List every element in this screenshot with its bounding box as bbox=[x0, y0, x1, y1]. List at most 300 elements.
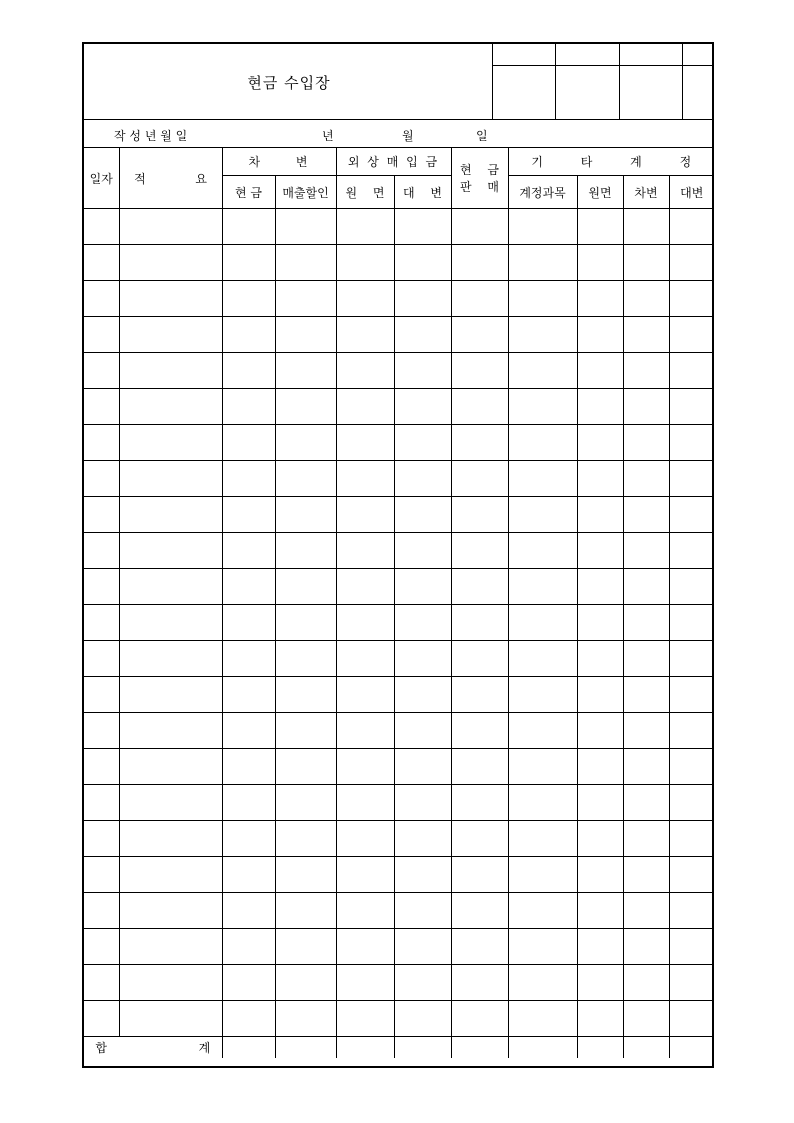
table-cell[interactable] bbox=[669, 641, 714, 677]
approval-header-cell bbox=[682, 43, 714, 66]
table-row bbox=[84, 677, 714, 713]
table-cell[interactable] bbox=[577, 605, 623, 641]
table-cell[interactable] bbox=[394, 569, 451, 605]
table-cell[interactable] bbox=[508, 929, 577, 965]
table-cell[interactable] bbox=[623, 209, 669, 245]
table-cell[interactable] bbox=[623, 1001, 669, 1037]
table-cell[interactable] bbox=[336, 605, 394, 641]
table-cell[interactable] bbox=[275, 749, 336, 785]
table-cell[interactable] bbox=[451, 389, 508, 425]
table-cell[interactable] bbox=[451, 353, 508, 389]
table-row bbox=[84, 317, 714, 353]
table-cell[interactable] bbox=[394, 533, 451, 569]
table-cell[interactable] bbox=[577, 281, 623, 317]
table-cell[interactable] bbox=[222, 713, 275, 749]
table-cell[interactable] bbox=[275, 317, 336, 353]
table-cell[interactable] bbox=[84, 533, 119, 569]
header-ar-collection: 외 상 매 입 금 bbox=[336, 148, 451, 176]
table-cell[interactable] bbox=[222, 497, 275, 533]
table-cell[interactable] bbox=[451, 605, 508, 641]
table-cell[interactable] bbox=[508, 965, 577, 1001]
table-cell[interactable] bbox=[119, 425, 222, 461]
table-cell[interactable] bbox=[394, 1001, 451, 1037]
table-cell[interactable] bbox=[222, 641, 275, 677]
table-cell[interactable] bbox=[394, 209, 451, 245]
table-cell[interactable] bbox=[84, 929, 119, 965]
table-cell[interactable] bbox=[508, 533, 577, 569]
table-cell[interactable] bbox=[119, 641, 222, 677]
table-cell[interactable] bbox=[451, 857, 508, 893]
table-cell[interactable] bbox=[84, 857, 119, 893]
approval-sign-cell[interactable] bbox=[682, 66, 714, 120]
table-cell[interactable] bbox=[577, 641, 623, 677]
table-cell[interactable] bbox=[222, 317, 275, 353]
table-cell[interactable] bbox=[508, 497, 577, 533]
table-cell[interactable] bbox=[669, 785, 714, 821]
total-cell[interactable] bbox=[577, 1037, 623, 1059]
table-cell[interactable] bbox=[669, 857, 714, 893]
table-cell[interactable] bbox=[394, 785, 451, 821]
table-cell[interactable] bbox=[451, 461, 508, 497]
table-cell[interactable] bbox=[451, 533, 508, 569]
table-row bbox=[84, 785, 714, 821]
table-cell[interactable] bbox=[451, 677, 508, 713]
total-cell[interactable] bbox=[451, 1037, 508, 1059]
table-cell[interactable] bbox=[394, 857, 451, 893]
table-cell[interactable] bbox=[451, 497, 508, 533]
table-cell[interactable] bbox=[275, 389, 336, 425]
table-cell[interactable] bbox=[119, 785, 222, 821]
table-cell[interactable] bbox=[394, 965, 451, 1001]
table-cell[interactable] bbox=[623, 929, 669, 965]
total-cell[interactable] bbox=[394, 1037, 451, 1059]
table-cell[interactable] bbox=[508, 893, 577, 929]
table-cell[interactable] bbox=[84, 353, 119, 389]
table-cell[interactable] bbox=[669, 425, 714, 461]
table-cell[interactable] bbox=[669, 209, 714, 245]
table-cell[interactable] bbox=[336, 965, 394, 1001]
table-cell[interactable] bbox=[84, 893, 119, 929]
table-cell[interactable] bbox=[222, 785, 275, 821]
table-row bbox=[84, 821, 714, 857]
table-cell[interactable] bbox=[669, 281, 714, 317]
table-cell[interactable] bbox=[222, 1001, 275, 1037]
table-cell[interactable] bbox=[84, 209, 119, 245]
total-label-a: 합 bbox=[95, 1041, 107, 1055]
table-cell[interactable] bbox=[669, 677, 714, 713]
table-cell[interactable] bbox=[84, 389, 119, 425]
table-cell[interactable] bbox=[508, 569, 577, 605]
table-cell[interactable] bbox=[669, 497, 714, 533]
table-cell[interactable] bbox=[84, 713, 119, 749]
table-cell[interactable] bbox=[222, 677, 275, 713]
table-cell[interactable] bbox=[84, 749, 119, 785]
table-cell[interactable] bbox=[623, 749, 669, 785]
title-block bbox=[84, 44, 494, 120]
table-cell[interactable] bbox=[275, 929, 336, 965]
table-cell[interactable] bbox=[119, 569, 222, 605]
table-cell[interactable] bbox=[275, 1001, 336, 1037]
table-cell[interactable] bbox=[84, 497, 119, 533]
table-cell[interactable] bbox=[336, 497, 394, 533]
table-cell[interactable] bbox=[119, 209, 222, 245]
table-cell[interactable] bbox=[84, 281, 119, 317]
table-cell[interactable] bbox=[119, 749, 222, 785]
table-cell[interactable] bbox=[508, 677, 577, 713]
table-cell[interactable] bbox=[336, 425, 394, 461]
table-cell[interactable] bbox=[119, 929, 222, 965]
table-cell[interactable] bbox=[669, 929, 714, 965]
table-cell[interactable] bbox=[669, 713, 714, 749]
table-cell[interactable] bbox=[451, 1001, 508, 1037]
table-cell[interactable] bbox=[669, 245, 714, 281]
table-cell[interactable] bbox=[577, 353, 623, 389]
table-cell[interactable] bbox=[669, 461, 714, 497]
table-cell[interactable] bbox=[577, 929, 623, 965]
table-cell[interactable] bbox=[577, 1001, 623, 1037]
table-row bbox=[84, 209, 714, 245]
table-cell[interactable] bbox=[336, 569, 394, 605]
table-cell[interactable] bbox=[623, 857, 669, 893]
table-cell[interactable] bbox=[623, 605, 669, 641]
form-title: 현금 수입장 bbox=[247, 74, 331, 92]
table-cell[interactable] bbox=[508, 857, 577, 893]
table-cell[interactable] bbox=[222, 353, 275, 389]
table-cell[interactable] bbox=[669, 389, 714, 425]
header-cash-sales bbox=[451, 148, 508, 209]
cash-receipts-journal-form bbox=[82, 42, 714, 1068]
table-cell[interactable] bbox=[275, 353, 336, 389]
table-cell[interactable] bbox=[451, 893, 508, 929]
table-cell[interactable] bbox=[508, 713, 577, 749]
table-cell[interactable] bbox=[451, 245, 508, 281]
table-cell[interactable] bbox=[394, 893, 451, 929]
table-cell[interactable] bbox=[451, 425, 508, 461]
total-cell[interactable] bbox=[275, 1037, 336, 1059]
table-row bbox=[84, 425, 714, 461]
table-cell[interactable] bbox=[577, 749, 623, 785]
header-other-ref: 원면 bbox=[577, 176, 623, 209]
table-cell[interactable] bbox=[577, 209, 623, 245]
total-label-b: 계 bbox=[198, 1041, 211, 1055]
table-cell[interactable] bbox=[336, 209, 394, 245]
table-cell[interactable] bbox=[577, 317, 623, 353]
table-cell[interactable] bbox=[623, 965, 669, 1001]
table-cell[interactable] bbox=[508, 425, 577, 461]
table-cell[interactable] bbox=[119, 677, 222, 713]
table-cell[interactable] bbox=[394, 641, 451, 677]
table-cell[interactable] bbox=[119, 821, 222, 857]
table-cell[interactable] bbox=[623, 425, 669, 461]
table-cell[interactable] bbox=[577, 713, 623, 749]
table-cell[interactable] bbox=[119, 857, 222, 893]
table-cell[interactable] bbox=[451, 821, 508, 857]
table-cell[interactable] bbox=[222, 605, 275, 641]
header-cash-sales-b: 판 매 bbox=[460, 180, 499, 194]
approval-header-cell bbox=[619, 43, 682, 66]
table-cell[interactable] bbox=[394, 461, 451, 497]
table-cell[interactable] bbox=[623, 785, 669, 821]
approval-sign-cell[interactable] bbox=[493, 66, 556, 120]
table-cell[interactable] bbox=[222, 965, 275, 1001]
table-cell[interactable] bbox=[623, 461, 669, 497]
table-cell[interactable] bbox=[84, 641, 119, 677]
table-cell[interactable] bbox=[577, 785, 623, 821]
table-cell[interactable] bbox=[119, 533, 222, 569]
table-cell[interactable] bbox=[623, 389, 669, 425]
table-cell[interactable] bbox=[336, 533, 394, 569]
table-cell[interactable] bbox=[623, 533, 669, 569]
table-cell[interactable] bbox=[394, 821, 451, 857]
table-cell[interactable] bbox=[84, 605, 119, 641]
table-cell[interactable] bbox=[669, 317, 714, 353]
table-cell[interactable] bbox=[669, 749, 714, 785]
table-cell[interactable] bbox=[84, 785, 119, 821]
table-cell[interactable] bbox=[508, 245, 577, 281]
table-cell[interactable] bbox=[119, 281, 222, 317]
table-cell[interactable] bbox=[119, 461, 222, 497]
table-cell[interactable] bbox=[119, 605, 222, 641]
table-cell[interactable] bbox=[577, 569, 623, 605]
table-cell[interactable] bbox=[275, 965, 336, 1001]
table-cell[interactable] bbox=[623, 317, 669, 353]
table-cell[interactable] bbox=[623, 713, 669, 749]
table-cell[interactable] bbox=[451, 281, 508, 317]
table-cell[interactable] bbox=[222, 749, 275, 785]
table-cell[interactable] bbox=[336, 893, 394, 929]
table-cell[interactable] bbox=[451, 965, 508, 1001]
table-cell[interactable] bbox=[577, 245, 623, 281]
table-cell[interactable] bbox=[275, 281, 336, 317]
table-cell[interactable] bbox=[451, 713, 508, 749]
table-cell[interactable] bbox=[222, 893, 275, 929]
table-cell[interactable] bbox=[275, 425, 336, 461]
approval-header-cell bbox=[493, 43, 556, 66]
table-cell[interactable] bbox=[84, 569, 119, 605]
table-cell[interactable] bbox=[222, 857, 275, 893]
table-cell[interactable] bbox=[623, 821, 669, 857]
table-row bbox=[84, 713, 714, 749]
table-cell[interactable] bbox=[577, 425, 623, 461]
table-cell[interactable] bbox=[577, 389, 623, 425]
table-cell[interactable] bbox=[275, 857, 336, 893]
table-cell[interactable] bbox=[84, 425, 119, 461]
table-cell[interactable] bbox=[394, 353, 451, 389]
table-cell[interactable] bbox=[275, 209, 336, 245]
table-cell[interactable] bbox=[451, 785, 508, 821]
table-cell[interactable] bbox=[222, 929, 275, 965]
table-cell[interactable] bbox=[336, 353, 394, 389]
table-cell[interactable] bbox=[119, 497, 222, 533]
table-row bbox=[84, 605, 714, 641]
table-cell[interactable] bbox=[508, 1001, 577, 1037]
table-cell[interactable] bbox=[222, 281, 275, 317]
table-cell[interactable] bbox=[394, 749, 451, 785]
table-cell[interactable] bbox=[577, 857, 623, 893]
table-cell[interactable] bbox=[275, 569, 336, 605]
table-cell[interactable] bbox=[669, 893, 714, 929]
table-cell[interactable] bbox=[577, 533, 623, 569]
table-cell[interactable] bbox=[275, 713, 336, 749]
table-cell[interactable] bbox=[222, 533, 275, 569]
table-cell[interactable] bbox=[451, 209, 508, 245]
table-cell[interactable] bbox=[336, 641, 394, 677]
total-cell[interactable] bbox=[669, 1037, 714, 1059]
table-cell[interactable] bbox=[336, 821, 394, 857]
table-cell[interactable] bbox=[119, 893, 222, 929]
table-row bbox=[84, 929, 714, 965]
table-cell[interactable] bbox=[394, 425, 451, 461]
table-cell[interactable] bbox=[336, 389, 394, 425]
table-cell[interactable] bbox=[451, 317, 508, 353]
table-cell[interactable] bbox=[623, 281, 669, 317]
header-debit-cash: 현 금 bbox=[222, 176, 275, 209]
table-cell[interactable] bbox=[222, 461, 275, 497]
table-cell[interactable] bbox=[275, 533, 336, 569]
table-cell[interactable] bbox=[577, 821, 623, 857]
table-cell[interactable] bbox=[577, 461, 623, 497]
table-cell[interactable] bbox=[451, 569, 508, 605]
table-cell[interactable] bbox=[669, 605, 714, 641]
table-cell[interactable] bbox=[336, 677, 394, 713]
table-cell[interactable] bbox=[577, 893, 623, 929]
total-label bbox=[84, 1037, 222, 1059]
table-cell[interactable] bbox=[222, 389, 275, 425]
table-row bbox=[84, 389, 714, 425]
table-cell[interactable] bbox=[508, 389, 577, 425]
header-debit: 차 변 bbox=[222, 148, 336, 176]
table-cell[interactable] bbox=[623, 569, 669, 605]
table-cell[interactable] bbox=[275, 497, 336, 533]
table-cell[interactable] bbox=[508, 749, 577, 785]
total-cell[interactable] bbox=[222, 1037, 275, 1059]
table-cell[interactable] bbox=[508, 353, 577, 389]
table-cell[interactable] bbox=[577, 497, 623, 533]
table-cell[interactable] bbox=[508, 605, 577, 641]
table-cell[interactable] bbox=[669, 353, 714, 389]
table-cell[interactable] bbox=[577, 965, 623, 1001]
table-cell[interactable] bbox=[222, 425, 275, 461]
approval-sign-cell[interactable] bbox=[556, 66, 619, 120]
table-cell[interactable] bbox=[336, 281, 394, 317]
table-cell[interactable] bbox=[275, 245, 336, 281]
table-cell[interactable] bbox=[84, 821, 119, 857]
header-cash-sales-a: 현 금 bbox=[460, 163, 499, 177]
table-cell[interactable] bbox=[84, 677, 119, 713]
table-cell[interactable] bbox=[336, 749, 394, 785]
table-cell[interactable] bbox=[394, 713, 451, 749]
table-cell[interactable] bbox=[336, 857, 394, 893]
table-cell[interactable] bbox=[119, 317, 222, 353]
table-cell[interactable] bbox=[623, 893, 669, 929]
table-cell[interactable] bbox=[394, 317, 451, 353]
table-cell[interactable] bbox=[669, 821, 714, 857]
table-cell[interactable] bbox=[623, 677, 669, 713]
table-cell[interactable] bbox=[275, 821, 336, 857]
table-row bbox=[84, 569, 714, 605]
table-cell[interactable] bbox=[577, 677, 623, 713]
table-cell[interactable] bbox=[275, 461, 336, 497]
table-cell[interactable] bbox=[451, 929, 508, 965]
table-cell[interactable] bbox=[119, 1001, 222, 1037]
table-cell[interactable] bbox=[669, 569, 714, 605]
header-date: 일자 bbox=[84, 148, 119, 209]
table-cell[interactable] bbox=[669, 1001, 714, 1037]
table-cell[interactable] bbox=[508, 641, 577, 677]
table-cell[interactable] bbox=[275, 605, 336, 641]
table-cell[interactable] bbox=[508, 821, 577, 857]
table-cell[interactable] bbox=[119, 713, 222, 749]
table-cell[interactable] bbox=[275, 785, 336, 821]
table-cell[interactable] bbox=[669, 965, 714, 1001]
table-cell[interactable] bbox=[451, 749, 508, 785]
table-cell[interactable] bbox=[84, 245, 119, 281]
table-cell[interactable] bbox=[275, 677, 336, 713]
table-cell[interactable] bbox=[394, 281, 451, 317]
total-cell[interactable] bbox=[508, 1037, 577, 1059]
table-cell[interactable] bbox=[394, 389, 451, 425]
table-cell[interactable] bbox=[222, 569, 275, 605]
table-cell[interactable] bbox=[508, 209, 577, 245]
table-cell[interactable] bbox=[336, 245, 394, 281]
date-label: 작 성 년 월 일 bbox=[114, 129, 188, 143]
table-cell[interactable] bbox=[508, 785, 577, 821]
table-cell[interactable] bbox=[394, 497, 451, 533]
table-cell[interactable] bbox=[275, 641, 336, 677]
approval-sign-cell[interactable] bbox=[619, 66, 682, 120]
table-cell[interactable] bbox=[222, 821, 275, 857]
table-cell[interactable] bbox=[394, 929, 451, 965]
table-cell[interactable] bbox=[119, 245, 222, 281]
table-cell[interactable] bbox=[336, 1001, 394, 1037]
table-cell[interactable] bbox=[119, 353, 222, 389]
year-label: 년 bbox=[322, 129, 334, 143]
table-cell[interactable] bbox=[669, 533, 714, 569]
table-cell[interactable] bbox=[119, 965, 222, 1001]
day-label: 일 bbox=[476, 129, 488, 143]
table-cell[interactable] bbox=[623, 497, 669, 533]
table-cell[interactable] bbox=[84, 461, 119, 497]
table-cell[interactable] bbox=[222, 245, 275, 281]
table-cell[interactable] bbox=[394, 605, 451, 641]
table-cell[interactable] bbox=[623, 245, 669, 281]
table-cell[interactable] bbox=[508, 281, 577, 317]
table-cell[interactable] bbox=[336, 929, 394, 965]
table-cell[interactable] bbox=[336, 317, 394, 353]
table-cell[interactable] bbox=[394, 677, 451, 713]
table-cell[interactable] bbox=[84, 965, 119, 1001]
table-cell[interactable] bbox=[508, 461, 577, 497]
table-cell[interactable] bbox=[451, 641, 508, 677]
table-cell[interactable] bbox=[222, 209, 275, 245]
table-cell[interactable] bbox=[623, 641, 669, 677]
table-cell[interactable] bbox=[623, 353, 669, 389]
header-debit-discount: 매출할인 bbox=[275, 176, 336, 209]
total-cell[interactable] bbox=[336, 1037, 394, 1059]
table-cell[interactable] bbox=[119, 389, 222, 425]
table-cell[interactable] bbox=[336, 461, 394, 497]
table-cell[interactable] bbox=[84, 317, 119, 353]
table-row bbox=[84, 461, 714, 497]
table-cell[interactable] bbox=[336, 785, 394, 821]
table-cell[interactable] bbox=[394, 245, 451, 281]
table-cell[interactable] bbox=[336, 713, 394, 749]
total-cell[interactable] bbox=[623, 1037, 669, 1059]
table-cell[interactable] bbox=[508, 317, 577, 353]
table-cell[interactable] bbox=[275, 893, 336, 929]
table-cell[interactable] bbox=[84, 1001, 119, 1037]
table-row bbox=[84, 893, 714, 929]
